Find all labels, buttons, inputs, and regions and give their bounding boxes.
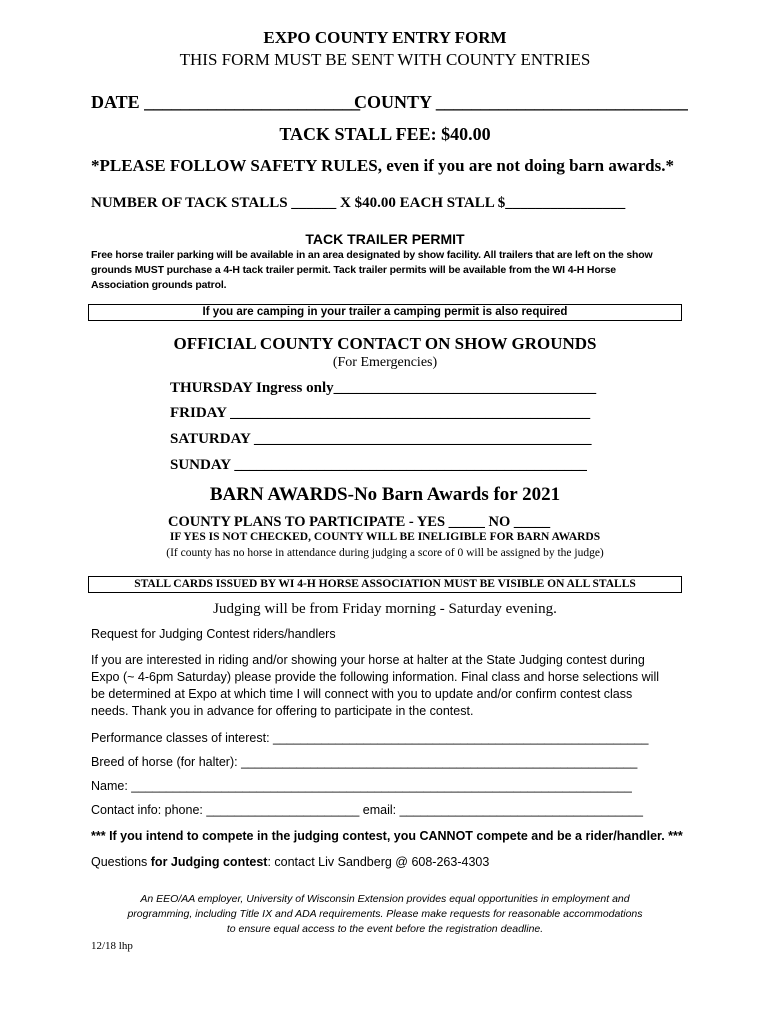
trailer-text-line-3: Association grounds patrol. xyxy=(91,279,227,291)
contact-heading: OFFICIAL COUNTY CONTACT ON SHOW GROUNDS xyxy=(173,334,597,353)
phone-field[interactable]: Contact info: phone: ______________________ xyxy=(91,803,360,817)
questions-bold: for Judging contest xyxy=(150,855,268,869)
compete-warning: *** If you intend to compete in the judging contest, you CANNOT compete and be a rider/handler. *** xyxy=(91,829,683,843)
judging-paragraph-line-2: Expo (~ 4-6pm Saturday) please provide the following information. Final class and horse selections will xyxy=(91,670,659,684)
barn-awards-heading: BARN AWARDS-No Barn Awards for 2021 xyxy=(209,484,561,505)
questions-line xyxy=(91,855,489,869)
safety-notice: *PLEASE FOLLOW SAFETY RULES, even if you are not doing barn awards.* xyxy=(91,156,674,175)
footer-line-1: An EEO/AA employer, University of Wisconsin Extension provides equal opportunities in employment and xyxy=(140,893,630,905)
judging-paragraph-line-4: needs. Thank you in advance for offering to participate in the contest. xyxy=(91,704,474,718)
performance-classes-field[interactable]: Performance classes of interest: ______________________________________________________ xyxy=(91,731,649,745)
camping-notice-box xyxy=(88,304,682,321)
trailer-text-line-1: Free horse trailer parking will be available in an area designated by show facility. All trailers that are left on the show xyxy=(91,249,653,261)
name-field[interactable]: Name: ________________________________________________________________________ xyxy=(91,779,632,793)
tack-stall-fee: TACK STALL FEE: $40.00 xyxy=(279,124,491,144)
friday-contact-field[interactable]: FRIDAY ________________________________________________ xyxy=(170,405,591,421)
stall-cards-notice-text: STALL CARDS ISSUED BY WI 4-H HORSE ASSOCIATION MUST BE VISIBLE ON ALL STALLS xyxy=(134,578,636,590)
contact-subheading: (For Emergencies) xyxy=(332,355,438,370)
tack-stalls-field[interactable]: NUMBER OF TACK STALLS ______ X $40.00 EACH STALL $________________ xyxy=(91,195,626,211)
questions-prefix: Questions xyxy=(91,855,151,869)
judging-schedule: Judging will be from Friday morning - Saturday evening. xyxy=(213,601,557,617)
date-field[interactable]: DATE ________________________ xyxy=(91,92,361,112)
form-subtitle: THIS FORM MUST BE SENT WITH COUNTY ENTRIES xyxy=(179,50,591,69)
stall-cards-notice-box xyxy=(88,576,682,593)
email-field[interactable]: email: ___________________________________ xyxy=(359,803,643,817)
questions-suffix: : contact Liv Sandberg @ 608-263-4303 xyxy=(267,855,490,869)
saturday-contact-field[interactable]: SATURDAY _____________________________________________ xyxy=(170,431,592,447)
county-field[interactable]: COUNTY ____________________________ xyxy=(354,92,688,112)
judging-request: Request for Judging Contest riders/handlers xyxy=(91,627,336,641)
trailer-permit-heading: TACK TRAILER PERMIT xyxy=(305,231,465,247)
breed-field[interactable]: Breed of horse (for halter): _________________________________________________________ xyxy=(91,755,638,769)
sunday-contact-field[interactable]: SUNDAY _______________________________________________ xyxy=(170,457,587,473)
judging-paragraph-line-1: If you are interested in riding and/or showing your horse at halter at the State Judging contest during xyxy=(91,653,645,667)
contact-info-row xyxy=(91,803,643,817)
thursday-contact-field[interactable]: THURSDAY Ingress only___________________________________ xyxy=(170,380,597,396)
trailer-text-line-2: grounds MUST purchase a 4-H tack trailer permit. Tack trailer permits will be available from the WI 4-H Horse xyxy=(91,264,616,276)
camping-notice-text: If you are camping in your trailer a camping permit is also required xyxy=(202,306,568,318)
form-code: 12/18 lhp xyxy=(91,940,133,952)
form-title: EXPO COUNTY ENTRY FORM xyxy=(263,28,507,47)
footer-line-3: to ensure equal access to the event before the registration deadline. xyxy=(226,923,544,935)
barn-awards-warning: IF YES IS NOT CHECKED, COUNTY WILL BE INELIGIBLE FOR BARN AWARDS xyxy=(169,531,601,543)
participate-field[interactable]: COUNTY PLANS TO PARTICIPATE - YES _____ NO _____ xyxy=(168,514,551,530)
footer-line-2: programming, including Title IX and ADA requirements. Please make requests for reasonable accommodations xyxy=(127,908,643,920)
judging-paragraph-line-3: be determined at Expo at which time I will connect with you to update and/or confirm contest class xyxy=(91,687,633,701)
barn-awards-note: (If county has no horse in attendance during judging a score of 0 will be assigned by the judge) xyxy=(166,547,604,559)
